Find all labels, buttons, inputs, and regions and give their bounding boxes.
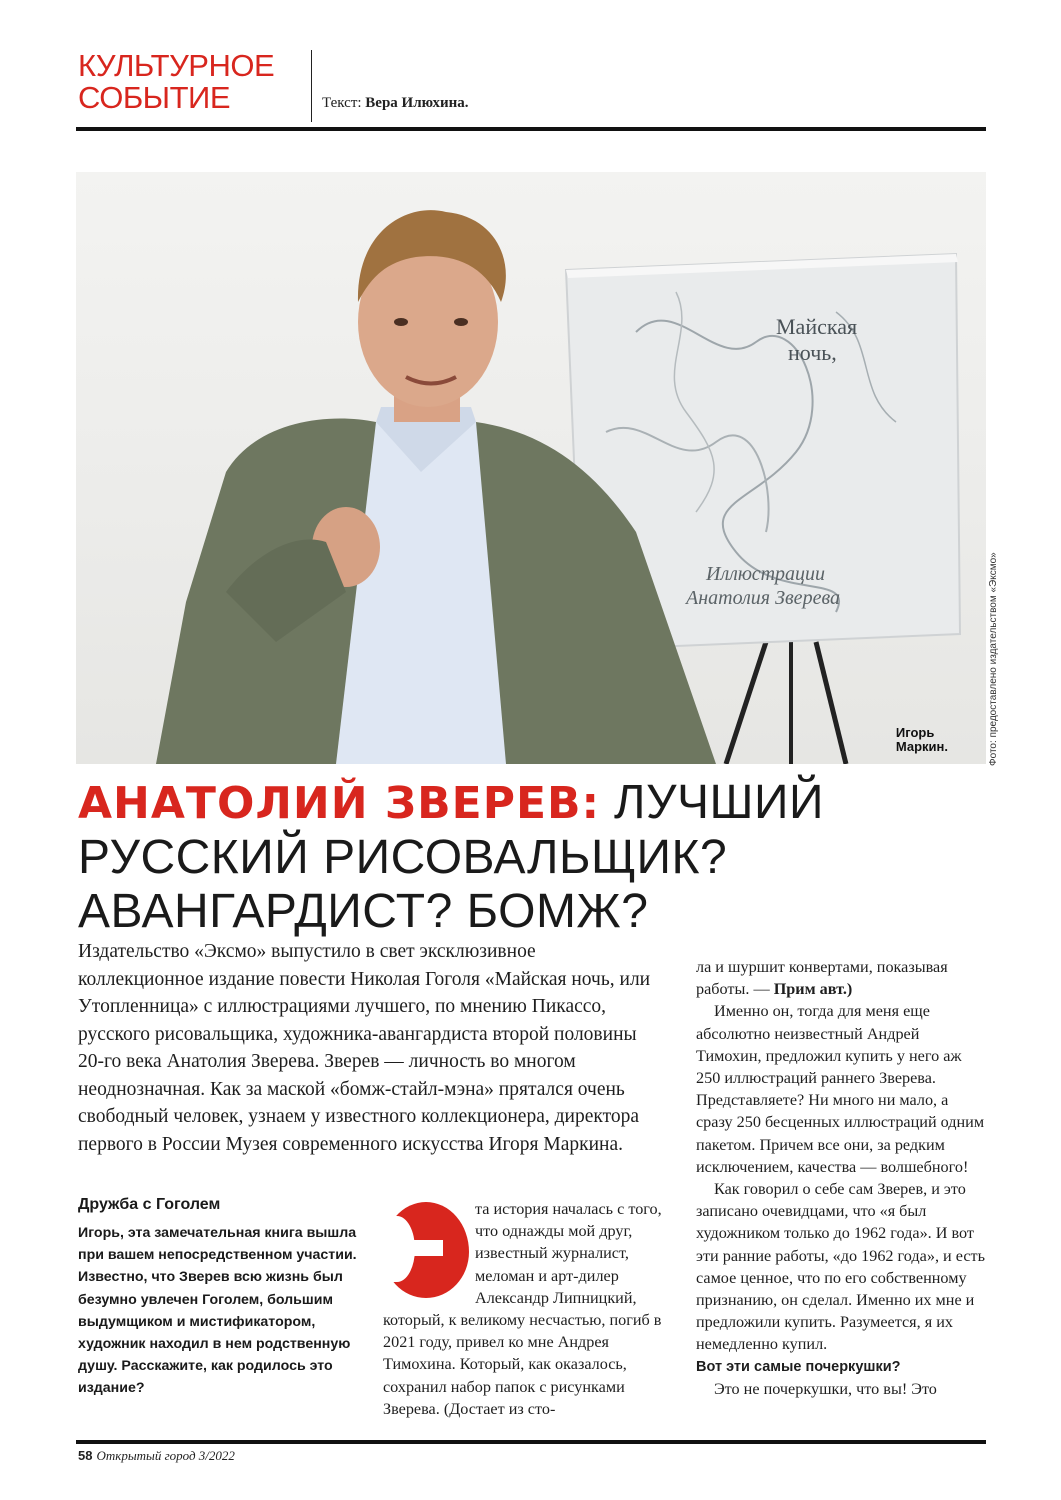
headline-red: АНАТОЛИЙ ЗВЕРЕВ: [78,778,601,829]
book-title-line2: ночь, [788,340,837,365]
byline-prefix: Текст: [322,95,366,111]
photo-credit [988,552,1004,767]
byline [322,95,469,112]
byline-author: Вера Илюхина. [365,95,469,111]
photo-illustration [76,172,986,764]
photo-credit-text: Фото: предоставлено издательством «Эксмо» [988,552,999,766]
photo-caption-line1: Игорь [895,725,935,740]
book-bottom-line1: Иллюстрации [706,563,826,585]
bottom-rule [76,1440,986,1444]
photo-caption-line2: Маркин. [895,739,948,754]
right-column [696,956,986,1400]
author-note: Прим авт.) [773,980,853,999]
section-label [78,50,308,114]
book-title-line1: Майская [776,314,858,339]
lead-paragraph: Издательство «Эксмо» выпустило в свет эксклюзивное коллекционное издание повести Николая Гоголя «Майская ночь, или Утопленница» с иллюстрациями лучшего, по мнению Пикассо, русского рисовальщика, художника-авангардиста второй половины 20-го века Анатолия Зверева. Зверев — личность во многом неоднозначная. Как за маской «бомж-стайл-мэна» прятался очень свободный человек, узнаем у известного коллекционера, директора первого в России Музея современного искусства Игоря Маркина. [78,941,651,1155]
headline-rest: ЛУЧШИЙ [600,776,824,829]
headline-line2: РУССКИЙ РИСОВАЛЬЩИК? [78,831,728,884]
article-photo [76,172,986,764]
right-paragraph-1 [696,956,986,1000]
page-footer [78,1448,235,1464]
section-label-line1: КУЛЬТУРНОЕ [78,48,275,83]
article-headline [78,776,983,939]
interview-question-2: Вот эти самые почеркушки? [696,1358,901,1375]
right-paragraph-4: Это не почеркушки, что вы! Это [714,1379,937,1398]
section-label-line2: СОБЫТИЕ [78,80,230,115]
book-bottom-line2: Анатолия Зверева [686,587,840,609]
right-paragraph-2: Именно он, тогда для меня еще абсолютно неизвестный Андрей Тимохин, предложил купить у него аж 250 иллюстраций раннего Зверева. Представляете? Ни много ни мало, а сразу 250 бесценных иллюстраций одним пакетом. Причем все они, за редким исключением, качества — волшебного! [696,1002,985,1176]
headline-line3: АВАНГАРДИСТ? БОМЖ? [78,885,649,938]
answer-1-text: та история началась с того, что однажды мой друг, известный журналист, меломан и арт-дилер Александр Липницкий, который, к великому несчастью, погиб в 2021 году, привел ко мне Андрея Тимохина. Который, как оказалось, сохранил набор папок с рисунками Зверева. (Достает из сто- [383,1200,662,1418]
right-paragraph-3: Как говорил о себе сам Зверев, и это записано очевидцами, что «я был художником только до 1962 года». И вот эти ранние работы, «до 1962 года», и есть самое ценное, что по его собственному признанию, он сделал. Именно их мне и предложили купить. Разумеется, я их немедленно купил. [696,1180,985,1354]
top-rule [76,127,986,131]
subhead: Дружба с Гоголем [78,1196,221,1213]
middle-column [383,1198,669,1420]
page-number: 58 [78,1448,93,1463]
dropcap-e [383,1202,469,1298]
photo-caption [896,726,948,754]
interview-question-1: Игорь, эта замечательная книга вышла при вашем непосредственном участии. Известно, что Зверев всю жизнь был безумно увлечен Гоголем, большим выдумщиком и мистификатором, художник находил в нем родственную душу. Расскажите, как родилось это издание? [78,1225,357,1397]
header-divider [311,50,312,122]
magazine-issue: Открытый город 3/2022 [96,1448,235,1463]
right-paragraph-1-text: ла и шуршит конвертами, показывая работы. — [696,958,948,999]
